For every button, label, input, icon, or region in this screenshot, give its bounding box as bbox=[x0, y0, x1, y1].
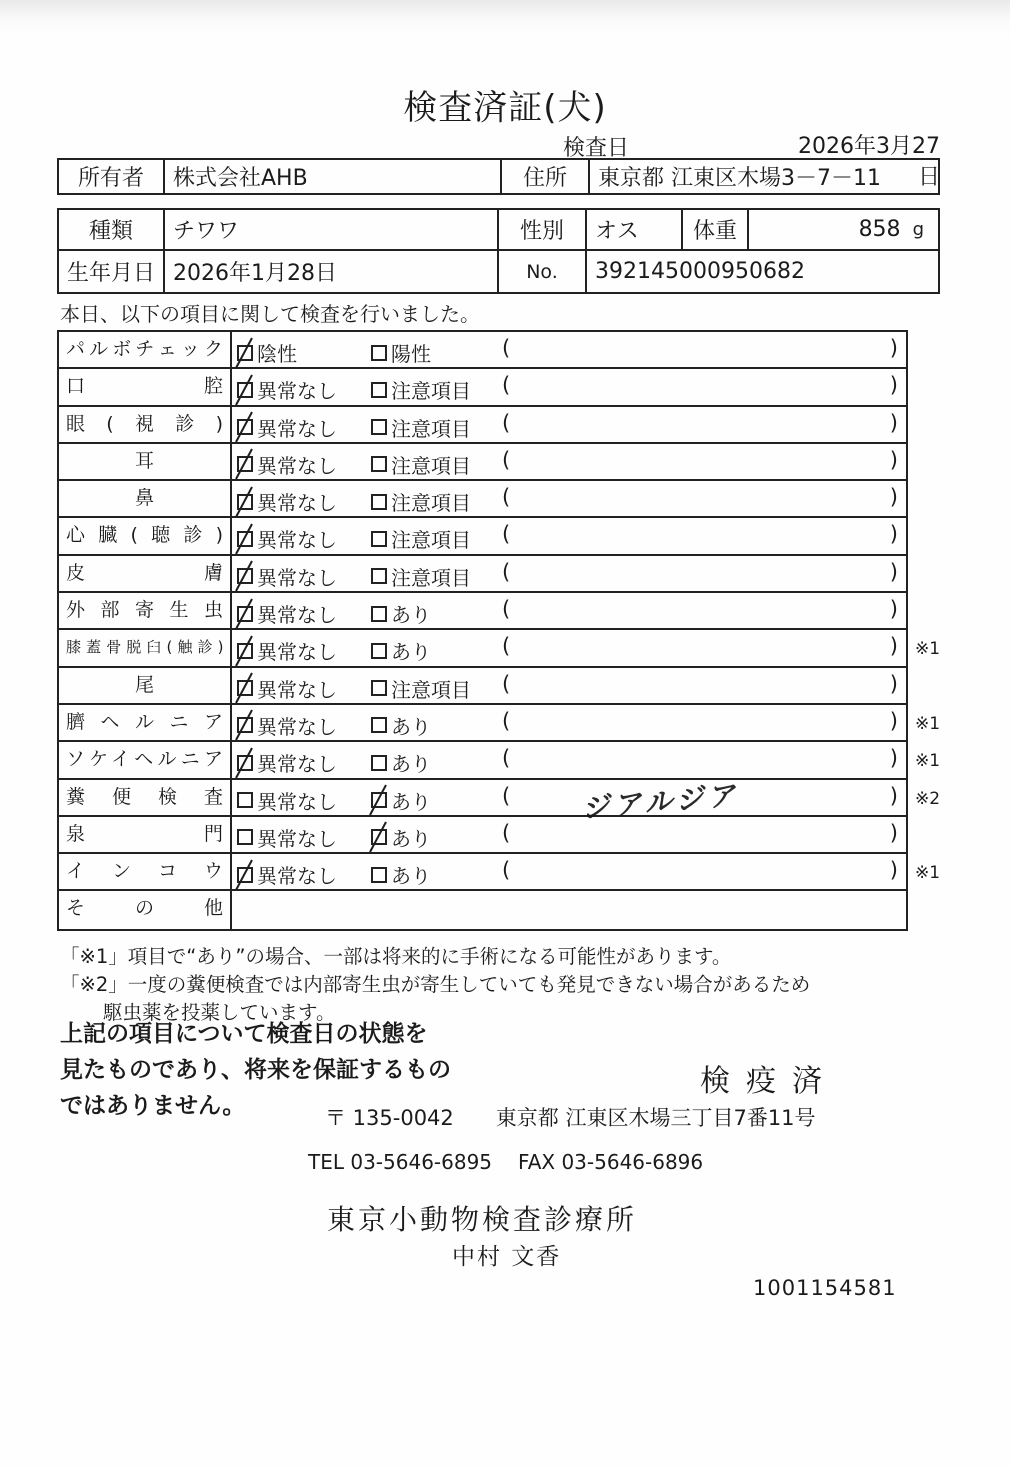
option-label: 異常なし bbox=[257, 379, 337, 404]
clinic-postal-line bbox=[325, 1102, 816, 1132]
checkbox-present bbox=[371, 717, 387, 733]
paren-close: ) bbox=[889, 559, 898, 584]
weight-label: 体重 bbox=[683, 210, 749, 249]
checklist-row bbox=[59, 891, 906, 928]
option-label: 陰性 bbox=[257, 342, 297, 366]
checkbox-normal bbox=[237, 643, 253, 659]
disclaimer-line2: 見たものであり、将来を保証するもの bbox=[60, 1057, 451, 1083]
owner-table bbox=[57, 158, 940, 195]
paren-close: ) bbox=[889, 634, 898, 659]
paren-close: ) bbox=[889, 746, 898, 771]
option-label: 注意項目 bbox=[391, 491, 471, 516]
footnote-mark: ※1 bbox=[915, 863, 941, 884]
item-label: 糞便検査 bbox=[59, 780, 232, 815]
paren-close: ) bbox=[889, 410, 898, 435]
birthdate-value: 2026年1月28日 bbox=[165, 251, 499, 292]
address-label: 住所 bbox=[502, 160, 590, 193]
footnote-1: 「※1」項目で“あり”の場合、一部は将来的に手術になる可能性があります。 bbox=[60, 945, 732, 968]
checkbox-normal bbox=[237, 829, 253, 845]
item-label: 泉門 bbox=[59, 817, 232, 852]
footnote-mark: ※1 bbox=[915, 713, 941, 734]
option-label: 異常なし bbox=[257, 714, 337, 739]
pet-table bbox=[57, 208, 940, 294]
option-label: 異常なし bbox=[257, 864, 337, 889]
checkbox-present bbox=[371, 792, 387, 808]
checkbox-negative bbox=[237, 345, 253, 361]
paren-open: ( bbox=[502, 671, 511, 696]
fax-value: FAX 03-5646-6896 bbox=[518, 1150, 704, 1174]
option-label: あり bbox=[391, 603, 431, 628]
option-label: 注意項目 bbox=[391, 528, 471, 553]
paren-open: ( bbox=[502, 559, 511, 584]
no-value: 392145000950682 bbox=[595, 259, 805, 284]
checkbox-normal bbox=[237, 568, 253, 584]
checkbox-normal bbox=[237, 755, 253, 771]
checkbox-caution bbox=[371, 419, 387, 435]
weight-value: 858 bbox=[858, 217, 901, 242]
item-label: 膝蓋骨脱臼(触診) bbox=[59, 630, 232, 665]
checkbox-normal bbox=[237, 531, 253, 547]
page-title: 検査済証(犬) bbox=[403, 88, 607, 128]
option-label: 注意項目 bbox=[391, 416, 471, 441]
paren-close: ) bbox=[889, 336, 898, 360]
checkbox-caution bbox=[371, 494, 387, 510]
checkbox-caution bbox=[371, 568, 387, 584]
item-label: 外部寄生虫 bbox=[59, 593, 232, 628]
item-label: 臍ヘルニア bbox=[59, 705, 232, 740]
checklist-row bbox=[59, 407, 906, 444]
checkbox-present bbox=[371, 829, 387, 845]
item-label: 鼻 bbox=[59, 481, 232, 516]
option-label: 異常なし bbox=[257, 491, 337, 516]
paren-close: ) bbox=[889, 597, 898, 622]
clinic-contact-line bbox=[308, 1150, 703, 1174]
option-label: あり bbox=[391, 864, 431, 889]
checklist-row bbox=[59, 668, 906, 705]
paren-open: ( bbox=[502, 746, 511, 771]
item-label: 耳 bbox=[59, 444, 232, 479]
paren-open: ( bbox=[502, 820, 511, 845]
footnote-2-line2: 駆虫薬を投薬しています。 bbox=[103, 1001, 336, 1024]
item-label: その他 bbox=[59, 891, 232, 928]
sex-label: 性別 bbox=[499, 210, 587, 249]
weight-unit: g bbox=[912, 219, 924, 240]
checkbox-present bbox=[371, 755, 387, 771]
footnote-mark: ※1 bbox=[915, 639, 941, 660]
option-label: 異常なし bbox=[257, 528, 337, 553]
option-label: 注意項目 bbox=[391, 379, 471, 404]
quarantine-stamp: 検疫済 bbox=[700, 1064, 838, 1099]
option-label: 注意項目 bbox=[391, 453, 471, 478]
option-label: 異常なし bbox=[257, 826, 337, 851]
clinic-name: 東京小動物検査診療所 bbox=[327, 1203, 638, 1236]
intro-text: 本日、以下の項目に関して検査を行いました。 bbox=[60, 302, 480, 326]
paren-open: ( bbox=[502, 858, 511, 883]
checkbox-normal bbox=[237, 456, 253, 472]
paren-close: ) bbox=[889, 820, 898, 845]
checklist-row bbox=[59, 332, 906, 369]
option-label: あり bbox=[391, 826, 431, 851]
option-label: 異常なし bbox=[257, 565, 337, 590]
tel-value: TEL 03-5646-6895 bbox=[308, 1150, 493, 1174]
checklist-row bbox=[59, 777, 941, 825]
item-label: 心臓(聴診) bbox=[59, 518, 232, 553]
item-label: インコウ bbox=[59, 854, 232, 889]
option-label: 異常なし bbox=[257, 640, 337, 665]
paren-close: ) bbox=[889, 485, 898, 510]
item-label: ソケイヘルニア bbox=[59, 742, 232, 777]
paren-close: ) bbox=[889, 671, 898, 696]
option-label: あり bbox=[391, 640, 431, 665]
paren-close: ) bbox=[889, 858, 898, 883]
option-label: 異常なし bbox=[257, 603, 337, 628]
paren-close: ) bbox=[889, 373, 898, 398]
checkbox-caution bbox=[371, 680, 387, 696]
inspection-date-value: 2026年3月27日 bbox=[798, 134, 940, 190]
option-label: あり bbox=[391, 789, 431, 814]
veterinarian-name: 中村 文香 bbox=[452, 1244, 562, 1270]
paren-open: ( bbox=[502, 708, 511, 733]
breed-label: 種類 bbox=[59, 210, 165, 249]
paren-open: ( bbox=[502, 410, 511, 435]
checklist-row bbox=[59, 630, 941, 667]
checkbox-present bbox=[371, 606, 387, 622]
checklist-row bbox=[59, 369, 906, 406]
checkbox-normal bbox=[237, 419, 253, 435]
option-label: あり bbox=[391, 752, 431, 777]
checkbox-normal bbox=[237, 494, 253, 510]
checklist-row bbox=[59, 742, 941, 779]
clinic-address: 東京都 江東区木場三丁目7番11号 bbox=[495, 1106, 816, 1130]
checklist-row bbox=[59, 593, 906, 630]
item-label: 口腔 bbox=[59, 369, 232, 404]
checkbox-present bbox=[371, 643, 387, 659]
checkbox-normal bbox=[237, 382, 253, 398]
weight-cell bbox=[749, 210, 938, 249]
checklist-table bbox=[57, 330, 941, 931]
option-label: 注意項目 bbox=[391, 565, 471, 590]
checkbox-normal bbox=[237, 680, 253, 696]
footnote-2-line1: 「※2」一度の糞便検査では内部寄生虫が寄生していても発見できない場合があるため bbox=[60, 973, 811, 996]
owner-value: 株式会社AHB bbox=[165, 160, 502, 193]
checklist-row bbox=[59, 854, 941, 891]
address-value: 東京都 江東区木場3－7－11 bbox=[598, 166, 881, 191]
checkbox-positive bbox=[371, 345, 387, 361]
checkbox-normal bbox=[237, 867, 253, 883]
checklist-row bbox=[59, 444, 906, 481]
item-label: 尾 bbox=[59, 668, 232, 703]
option-label: 陽性 bbox=[391, 342, 431, 366]
handwritten-note: ジアルジア bbox=[582, 777, 744, 825]
checklist-row bbox=[59, 556, 906, 593]
option-label: 異常なし bbox=[257, 789, 337, 814]
option-label: 異常なし bbox=[257, 677, 337, 702]
birthdate-label: 生年月日 bbox=[59, 251, 165, 292]
item-label: パルボチェック bbox=[59, 332, 232, 367]
item-label: 皮膚 bbox=[59, 556, 232, 591]
inspection-date-label: 検査日 bbox=[563, 136, 630, 161]
checkbox-normal bbox=[237, 792, 253, 808]
option-label: あり bbox=[391, 714, 431, 739]
paren-close: ) bbox=[889, 708, 898, 733]
paren-open: ( bbox=[502, 447, 511, 472]
option-label: 異常なし bbox=[257, 752, 337, 777]
item-label: 眼(視診) bbox=[59, 407, 232, 442]
paren-open: ( bbox=[502, 373, 511, 398]
sex-value: オス bbox=[587, 210, 683, 249]
owner-label: 所有者 bbox=[59, 160, 165, 193]
paren-close: ) bbox=[889, 522, 898, 547]
no-label: No. bbox=[499, 251, 587, 292]
checklist-row bbox=[59, 481, 906, 518]
checkbox-normal bbox=[237, 606, 253, 622]
scan-artifact-band bbox=[0, 0, 1010, 36]
disclaimer-line1: 上記の項目について検査日の状態を bbox=[60, 1021, 428, 1047]
serial-number: 1001154581 bbox=[753, 1276, 897, 1300]
checklist-row bbox=[59, 817, 906, 854]
other-empty-cell bbox=[232, 891, 906, 928]
disclaimer-line3: ではありません。 bbox=[60, 1093, 246, 1119]
checkbox-normal bbox=[237, 717, 253, 733]
footnote-mark: ※1 bbox=[915, 751, 941, 772]
checklist-row bbox=[59, 518, 906, 555]
postal-code: 〒 135-0042 bbox=[325, 1106, 454, 1130]
option-label: 異常なし bbox=[257, 453, 337, 478]
footnote-mark: ※2 bbox=[915, 788, 941, 809]
paren-open: ( bbox=[502, 597, 511, 622]
paren-close: ) bbox=[889, 783, 898, 808]
option-label: 異常なし bbox=[257, 416, 337, 441]
paren-open: ( bbox=[502, 634, 511, 659]
checkbox-present bbox=[371, 867, 387, 883]
option-label: 注意項目 bbox=[391, 677, 471, 702]
paren-open: ( bbox=[502, 783, 511, 808]
breed-value: チワワ bbox=[165, 210, 499, 249]
paren-open: ( bbox=[502, 522, 511, 547]
paren-open: ( bbox=[502, 336, 511, 360]
checkbox-caution bbox=[371, 382, 387, 398]
checkbox-caution bbox=[371, 531, 387, 547]
paren-open: ( bbox=[502, 485, 511, 510]
paren-close: ) bbox=[889, 447, 898, 472]
checkbox-caution bbox=[371, 456, 387, 472]
checklist-row bbox=[59, 705, 941, 742]
